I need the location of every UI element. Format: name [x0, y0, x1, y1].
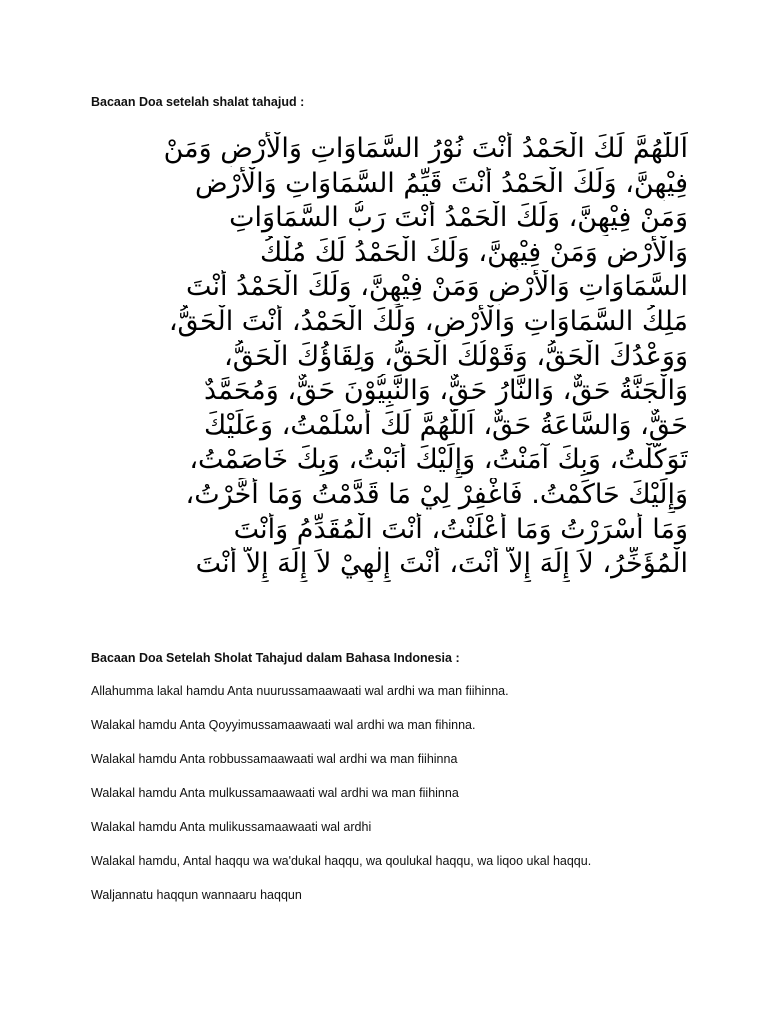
arabic-line: وَالْجَنَّةُ حَقٌّ، وَالنَّارُ حَقٌّ، وَالنَّبِيُّوْنَ حَقٌّ، وَمُحَمَّدٌ	[204, 375, 688, 407]
arabic-prayer-text	[88, 132, 688, 582]
arabic-line: وَوَعْدُكَ الْحَقُّ، وَقَوْلُكَ الْحَقُّ، وَلِقَاؤُكَ الْحَقُّ،	[223, 340, 688, 372]
arabic-line: وَمَا أَسْرَرْتُ وَمَا أَعْلَنْتُ، أَنْتَ الْمُقَدِّمُ وَأَنْتَ	[233, 513, 688, 545]
latin-line: Walakal hamdu, Antal haqqu wa wa'dukal haqqu, wa qoulukal haqqu, wa liqoo ukal haqqu.	[91, 854, 592, 868]
latin-line: Walakal hamdu Anta mulikussamaawaati wal ardhi	[91, 820, 372, 834]
latin-line: Walakal hamdu Anta mulkussamaawaati wal ardhi wa man fiihinna	[91, 786, 459, 800]
latin-line: Walakal hamdu Anta robbussamaawaati wal ardhi wa man fiihinna	[91, 752, 458, 766]
section-heading-arabic: Bacaan Doa setelah shalat tahajud :	[91, 95, 305, 109]
arabic-line: فِيْهِنَّ، وَلَكَ الْحَمْدُ أَنْتَ قَيِّمُ السَّمَاوَاتِ وَالْأَرْضِ	[194, 167, 688, 199]
arabic-line: تَوَكَّلْتُ، وَبِكَ آمَنْتُ، وَإِلَيْكَ أَنَبْتُ، وَبِكَ خَاصَمْتُ،	[189, 444, 688, 476]
arabic-line: مَلِكُ السَّمَاوَاتِ وَالْأَرْضِ، وَلَكَ الْحَمْدُ، أَنْتَ الْحَقُّ،	[168, 305, 688, 337]
arabic-line: الْمُؤَخِّرُ، لاَ إِلَهَ إِلاَّ أَنْتَ، أَنْتَ إِلٰهِيْ لاَ إِلَهَ إِلاَّ أَنْتَ	[195, 548, 688, 580]
arabic-line: السَّمَاوَاتِ وَالْأَرْضِ وَمَنْ فِيْهِنَّ، وَلَكَ الْحَمْدُ أَنْتَ	[185, 271, 688, 303]
latin-line: Allahumma lakal hamdu Anta nuurussamaawaati wal ardhi wa man fiihinna.	[91, 684, 509, 698]
section-heading-latin: Bacaan Doa Setelah Sholat Tahajud dalam Bahasa Indonesia :	[91, 651, 460, 665]
latin-line: Walakal hamdu Anta Qoyyimussamaawaati wal ardhi wa man fihinna.	[91, 718, 476, 732]
latin-line: Waljannatu haqqun wannaaru haqqun	[91, 888, 302, 902]
arabic-line: وَإِلَيْكَ حَاكَمْتُ. فَاغْفِرْ لِيْ مَا قَدَّمْتُ وَمَا أَخَّرْتُ،	[185, 478, 688, 510]
arabic-line: وَمَنْ فِيْهِنَّ، وَلَكَ الْحَمْدُ أَنْتَ رَبُّ السَّمَاوَاتِ	[229, 202, 688, 234]
latin-transliteration	[91, 684, 711, 922]
arabic-line: وَالْأَرْضِ وَمَنْ فِيْهِنَّ، وَلَكَ الْحَمْدُ لَكَ مُلْكُ	[259, 236, 688, 268]
arabic-line: اَللّٰهُمَّ لَكَ الْحَمْدُ أَنْتَ نُوْرُ السَّمَاوَاتِ وَالْأَرْضِ وَمَنْ	[163, 133, 688, 164]
arabic-line: حَقٌّ، وَالسَّاعَةُ حَقٌّ، اَللّٰهُمَّ لَكَ أَسْلَمْتُ، وَعَلَيْكَ	[204, 409, 688, 441]
